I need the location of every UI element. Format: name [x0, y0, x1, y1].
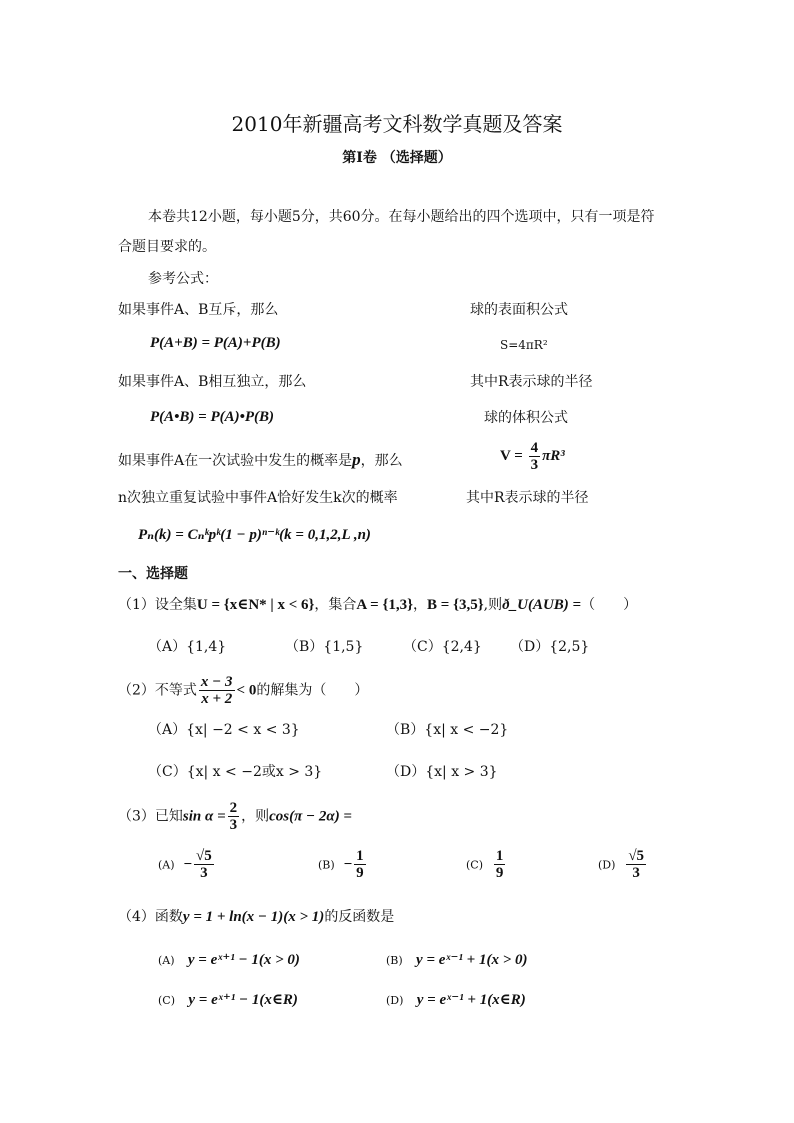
q2-prefix: （2）不等式 — [118, 682, 197, 699]
q1-set-b: B = {3,5} — [427, 597, 484, 613]
q2-rel: < 0 — [236, 682, 257, 699]
volume-v: V = — [500, 447, 523, 464]
q4-option-a — [158, 951, 300, 970]
q3-b-sign: − — [343, 856, 353, 873]
page-title: 2010年新疆高考文科数学真题及答案 — [231, 112, 563, 136]
formula-multiplication-rule: P(A•B) = P(A)•P(B) — [150, 409, 275, 425]
q4-option-d — [386, 991, 526, 1010]
volume-rest: πR³ — [542, 447, 565, 464]
q4-d-expr: y = eˣ⁻¹ + 1(x∈R) — [416, 992, 526, 1008]
q3-b-num: 1 — [356, 848, 364, 864]
question-2 — [118, 674, 368, 707]
q3-prefix: （3）已知 — [118, 808, 183, 825]
formula-independent: 如果事件A、B相互独立，那么 — [118, 374, 307, 390]
q4-b-expr: y = eˣ⁻¹ + 1(x > 0) — [416, 952, 528, 968]
q4-prefix: （4）函数 — [118, 909, 183, 925]
formula-probability-p — [118, 451, 403, 470]
formula-binomial: Pₙ(k) = Cₙᵏpᵏ(1 − p)ⁿ⁻ᵏ(k = 0,1,2,L ,n) — [138, 527, 371, 543]
page-subtitle: 第Ⅰ卷 （选择题） — [342, 150, 452, 166]
q2-fraction — [199, 674, 235, 707]
section-heading: 一、选择题 — [118, 566, 188, 582]
sphere-radius-note-1: 其中R表示球的半径 — [470, 374, 593, 390]
q3-a-label: (A) — [158, 858, 175, 872]
q1-mid: ，集合 — [314, 597, 357, 613]
q1-set-u: U = {x∈N* | x < 6} — [196, 597, 315, 613]
q3-b-label: (B) — [318, 858, 335, 872]
q4-d-label: (D) — [386, 994, 404, 1007]
q3-d-label: (D) — [598, 858, 616, 872]
q3-a-num: √5 — [196, 848, 212, 864]
q3-d-fraction — [626, 848, 646, 881]
q3-c-num: 1 — [495, 848, 504, 864]
intro-line-1: 本卷共12小题，每小题5分，共60分。在每小题给出的四个选项中，只有一项是符 — [148, 209, 655, 225]
q4-c-label: (C) — [158, 994, 175, 1007]
q1-expr: ð_U(AUB) = — [502, 597, 582, 613]
q3-a-fraction — [194, 848, 214, 881]
q4-func: y = 1 + ln(x − 1)(x > 1) — [182, 909, 325, 925]
q2-option-c: （C）{x| x < −2或x > 3} — [148, 764, 323, 780]
q1-prefix: （1）设全集 — [118, 597, 197, 613]
formula-binomial-label: n次独立重复试验中事件A恰好发生k次的概率 — [118, 490, 398, 506]
q2-option-b: （B）{x| x < −2} — [386, 722, 509, 738]
volume-num: 4 — [530, 440, 539, 456]
q1-option-d: （D）{2,5} — [510, 639, 590, 655]
probability-text-end: ，那么 — [360, 453, 403, 469]
q2-option-a: （A）{x| −2 < x < 3} — [148, 722, 300, 738]
q2-suffix: 的解集为（ ） — [256, 682, 369, 699]
question-1 — [118, 596, 637, 614]
q3-lhs: sin α = — [182, 808, 226, 825]
q3-option-c — [466, 848, 507, 881]
q3-mid: ，则 — [241, 808, 270, 825]
q4-c-expr: y = eˣ⁺¹ − 1(x∈R) — [188, 992, 298, 1008]
question-4 — [118, 908, 394, 926]
q3-num: 2 — [229, 800, 238, 816]
formula-sphere-area: S=4πR² — [500, 338, 548, 352]
volume-den: 3 — [530, 457, 539, 473]
formula-mutually-exclusive: 如果事件A、B互斥，那么 — [118, 302, 279, 318]
intro-line-2: 合题目要求的。 — [118, 239, 216, 255]
q2-num: x − 3 — [200, 674, 233, 690]
q3-c-label: (C) — [466, 858, 483, 872]
q3-b-den: 9 — [356, 865, 364, 881]
q3-rhs: cos(π − 2α) = — [269, 808, 352, 825]
probability-p-symbol: p — [352, 450, 361, 469]
q3-option-a — [158, 848, 216, 881]
q1-then: ,则 — [483, 597, 503, 613]
q3-d-den: 3 — [632, 865, 640, 881]
q3-fraction — [228, 800, 240, 833]
reference-label: 参考公式： — [148, 271, 218, 287]
q1-option-b: （B）{1,5} — [285, 639, 364, 655]
q4-a-label: (A) — [158, 954, 175, 967]
q2-option-d: （D）{x| x > 3} — [386, 764, 498, 780]
q4-suffix: 的反函数是 — [324, 909, 395, 925]
q3-a-sign: − — [183, 856, 192, 873]
q3-a-den: 3 — [200, 865, 208, 881]
formula-addition-rule: P(A+B) = P(A)+P(B) — [150, 335, 281, 351]
q1-option-a: （A）{1,4} — [148, 639, 227, 655]
q3-b-fraction — [354, 848, 366, 881]
q3-c-fraction — [494, 848, 506, 881]
q4-option-b — [386, 951, 528, 970]
q1-comma: ， — [413, 597, 428, 613]
q1-blank: （ ） — [581, 597, 638, 613]
q1-option-c: （C）{2,4} — [403, 639, 482, 655]
formula-sphere-volume — [500, 440, 565, 473]
q1-set-a: A = {1,3} — [356, 597, 414, 613]
q3-den: 3 — [229, 817, 238, 833]
q4-b-label: (B) — [386, 954, 403, 967]
formula-sphere-volume-label: 球的体积公式 — [484, 410, 568, 426]
q4-option-c — [158, 991, 298, 1010]
sphere-radius-note-2: 其中R表示球的半径 — [466, 490, 589, 506]
q3-d-num: √5 — [628, 848, 645, 864]
question-3 — [118, 800, 352, 833]
q2-den: x + 2 — [201, 691, 233, 707]
q4-a-expr: y = eˣ⁺¹ − 1(x > 0) — [187, 952, 300, 968]
q3-option-d — [598, 848, 648, 881]
q3-c-den: 9 — [495, 865, 504, 881]
q3-option-b — [318, 848, 368, 881]
probability-text: 如果事件A在一次试验中发生的概率是 — [118, 453, 353, 469]
formula-sphere-area-label: 球的表面积公式 — [470, 302, 568, 318]
volume-fraction — [529, 440, 541, 473]
